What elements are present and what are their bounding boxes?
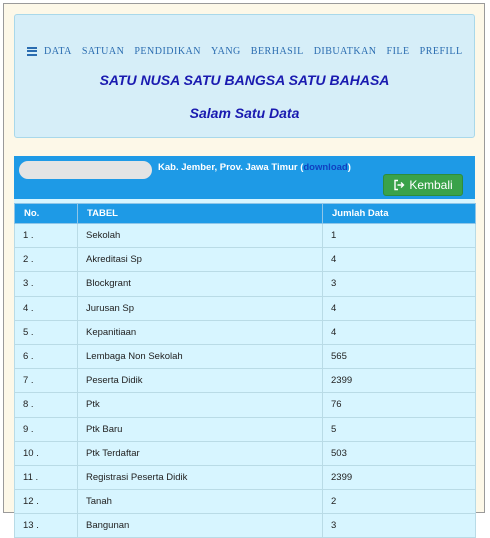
row-number: 8 .: [15, 393, 78, 417]
row-table-name: Blockgrant: [78, 272, 323, 296]
row-number: 4 .: [15, 296, 78, 320]
row-number: 3 .: [15, 272, 78, 296]
back-button-label: Kembali: [409, 178, 453, 192]
data-panel-header: [14, 156, 475, 199]
row-table-name: Sekolah: [78, 224, 323, 248]
row-number: 7 .: [15, 369, 78, 393]
row-number: 12 .: [15, 490, 78, 514]
table-row: [15, 490, 476, 514]
nav-item-pendidikan[interactable]: PENDIDIKAN: [134, 45, 201, 57]
row-table-name: Lembaga Non Sekolah: [78, 344, 323, 368]
row-table-name: Ptk Baru: [78, 417, 323, 441]
row-table-name: Ptk: [78, 393, 323, 417]
data-panel: [14, 156, 475, 532]
nav-item-data[interactable]: DATA: [44, 45, 72, 57]
table-header-row: [15, 204, 476, 224]
row-count: 76: [323, 393, 476, 417]
row-table-name: Tanah: [78, 490, 323, 514]
school-name-redacted: [19, 161, 152, 179]
row-table-name: Bangunan: [78, 514, 323, 538]
table-row: [15, 272, 476, 296]
data-table: [14, 203, 476, 538]
row-count: 3: [323, 514, 476, 538]
table-body: [15, 224, 476, 538]
row-number: 6 .: [15, 344, 78, 368]
back-button[interactable]: [383, 174, 463, 196]
row-count: 4: [323, 248, 476, 272]
row-table-name: Ptk Terdaftar: [78, 441, 323, 465]
banner-subtitle: Salam Satu Data: [189, 105, 300, 121]
table-row: [15, 224, 476, 248]
nav-item-prefill[interactable]: PREFILL: [419, 45, 463, 57]
row-count: 4: [323, 320, 476, 344]
row-number: 2 .: [15, 248, 78, 272]
row-number: 9 .: [15, 417, 78, 441]
location-text: [158, 162, 351, 173]
table-row: [15, 393, 476, 417]
table-row: [15, 514, 476, 538]
nav-item-berhasil[interactable]: BERHASIL: [250, 45, 304, 57]
row-count: 503: [323, 441, 476, 465]
row-count: 2399: [323, 369, 476, 393]
table-row: [15, 344, 476, 368]
top-nav: [27, 43, 467, 59]
row-count: 565: [323, 344, 476, 368]
row-count: 3: [323, 272, 476, 296]
row-count: 5: [323, 417, 476, 441]
row-table-name: Registrasi Peserta Didik: [78, 465, 323, 489]
row-table-name: Kepanitiaan: [78, 320, 323, 344]
table-row: [15, 417, 476, 441]
row-number: 11 .: [15, 465, 78, 489]
nav-item-yang[interactable]: YANG: [211, 45, 241, 57]
banner-title: SATU NUSA SATU BANGSA SATU BAHASA: [99, 72, 390, 88]
row-number: 10 .: [15, 441, 78, 465]
column-header-tabel: TABEL: [78, 204, 323, 224]
location-label: Kab. Jember, Prov. Jawa Timur (: [158, 162, 304, 173]
table-row: [15, 296, 476, 320]
table-row: [15, 465, 476, 489]
nav-item-file[interactable]: FILE: [386, 45, 410, 57]
nav-item-satuan[interactable]: SATUAN: [81, 45, 125, 57]
row-count: 2: [323, 490, 476, 514]
table-row: [15, 248, 476, 272]
row-count: 2399: [323, 465, 476, 489]
nav-item-dibuatkan[interactable]: DIBUATKAN: [313, 45, 377, 57]
row-count: 4: [323, 296, 476, 320]
column-header-no: No.: [15, 204, 78, 224]
table-row: [15, 320, 476, 344]
list-icon: [27, 47, 37, 56]
table-row: [15, 369, 476, 393]
row-count: 1: [323, 224, 476, 248]
row-number: 1 .: [15, 224, 78, 248]
row-number: 13 .: [15, 514, 78, 538]
table-row: [15, 441, 476, 465]
location-close-paren: ): [347, 162, 351, 173]
row-table-name: Peserta Didik: [78, 369, 323, 393]
row-table-name: Akreditasi Sp: [78, 248, 323, 272]
download-link[interactable]: download: [303, 162, 348, 173]
page-frame: [3, 3, 485, 532]
row-number: 5 .: [15, 320, 78, 344]
sign-out-icon: [393, 179, 405, 191]
column-header-jumlah: Jumlah Data: [323, 204, 476, 224]
top-panel: [14, 14, 475, 138]
row-table-name: Jurusan Sp: [78, 296, 323, 320]
